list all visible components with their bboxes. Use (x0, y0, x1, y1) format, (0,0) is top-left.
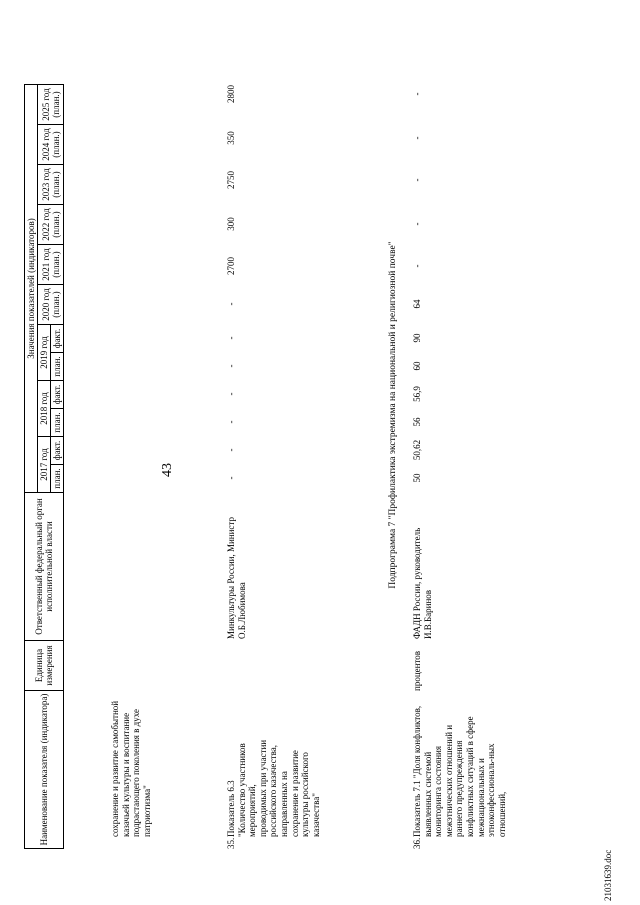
col-responsible-header: Ответственный федеральный орган исполнительной власти (25, 493, 64, 641)
row-35-2020: - (226, 302, 236, 306)
year-2017-header: 2017 год (38, 437, 51, 493)
col-unit-header: Единица измерения (25, 641, 64, 691)
row-35-2024: 350 (226, 131, 236, 145)
row-36-unit: процентов (412, 650, 422, 691)
row-continuation-name: сохранение и развитие самобытной казачьей культуры и воспитание подрастающего поколения в духе патриотизма" (110, 700, 152, 837)
row-35-2017-plan: - (226, 476, 236, 480)
row-36-name: Показатель 7.1 "Доля конфликтов, выявленных системой мониторинга состояния межэтнических отношений и раннего предупреждения конфликтных ситуаций в сфере межнациональных и этноконфессиональ-ных отношений, (412, 705, 507, 837)
year-2018-header: 2018 год (38, 381, 51, 437)
plan-2018-header: план. (51, 409, 64, 437)
fact-2019-header: факт. (51, 325, 64, 353)
row-35-2023: 2750 (226, 171, 236, 189)
row-35-2022: 300 (226, 217, 236, 231)
row-36-2017-fact: 50,62 (412, 439, 422, 461)
fact-2018-header: факт. (51, 381, 64, 409)
fact-2017-header: факт. (51, 437, 64, 465)
year-2019-header: 2019 год (38, 325, 51, 381)
row-36-responsible: ФАДН России, руководитель И.В.Баринов (412, 527, 433, 639)
col-name-header: Наименование показателя (индикатора) (25, 691, 64, 849)
row-35-name: Показатель 6.3 "Количество участников мероприятий, проводимых при участии российского казачества, направленных на сохранение и развитие культуры российского казачества" (226, 739, 321, 837)
subprogram-title: Подпрограмма 7 "Профилактика экстремизма на национальной и религиозной почве" (388, 241, 398, 589)
row-35-responsible: Минкультуры России, Министр О.Б.Любимова (226, 517, 247, 639)
row-35-2017-fact: - (226, 448, 236, 452)
row-36-2022: - (412, 222, 422, 226)
row-35-2019-fact: - (226, 336, 236, 340)
row-36-2023: - (412, 178, 422, 182)
row-36-number: 36. (412, 837, 422, 849)
footer-filename: 21031639.doc (603, 849, 613, 901)
year-2025-header: 2025 год (план.) (38, 85, 64, 125)
row-35-2025: 2800 (226, 85, 236, 103)
year-2024-header: 2024 год (план.) (38, 125, 64, 165)
page-number: 43 (160, 463, 175, 477)
row-36-2020: 64 (412, 299, 422, 309)
row-35-2019-plan: - (226, 364, 236, 368)
row-35-2018-fact: - (226, 392, 236, 396)
row-36-2021: - (412, 264, 422, 268)
row-36-2019-fact: 90 (412, 333, 422, 343)
row-35-2018-plan: - (226, 420, 236, 424)
row-36-2017-plan: 50 (412, 473, 422, 483)
year-2020-header: 2020 год (план.) (38, 285, 64, 325)
plan-2019-header: план. (51, 353, 64, 381)
row-36-2018-fact: 56,9 (412, 386, 422, 402)
year-2022-header: 2022 год (план.) (38, 205, 64, 245)
row-35-2021: 2700 (226, 257, 236, 275)
indicator-table-header (24, 84, 64, 849)
year-2023-header: 2023 год (план.) (38, 165, 64, 205)
row-35-number: 35. (226, 837, 236, 849)
row-36-2024: - (412, 136, 422, 140)
row-36-2019-plan: 60 (412, 361, 422, 371)
col-values-header: Значения показателей (индикаторов) (25, 85, 38, 493)
row-36-2018-plan: 56 (412, 417, 422, 427)
plan-2017-header: план. (51, 465, 64, 493)
year-2021-header: 2021 год (план.) (38, 245, 64, 285)
row-36-2025: - (412, 92, 422, 96)
